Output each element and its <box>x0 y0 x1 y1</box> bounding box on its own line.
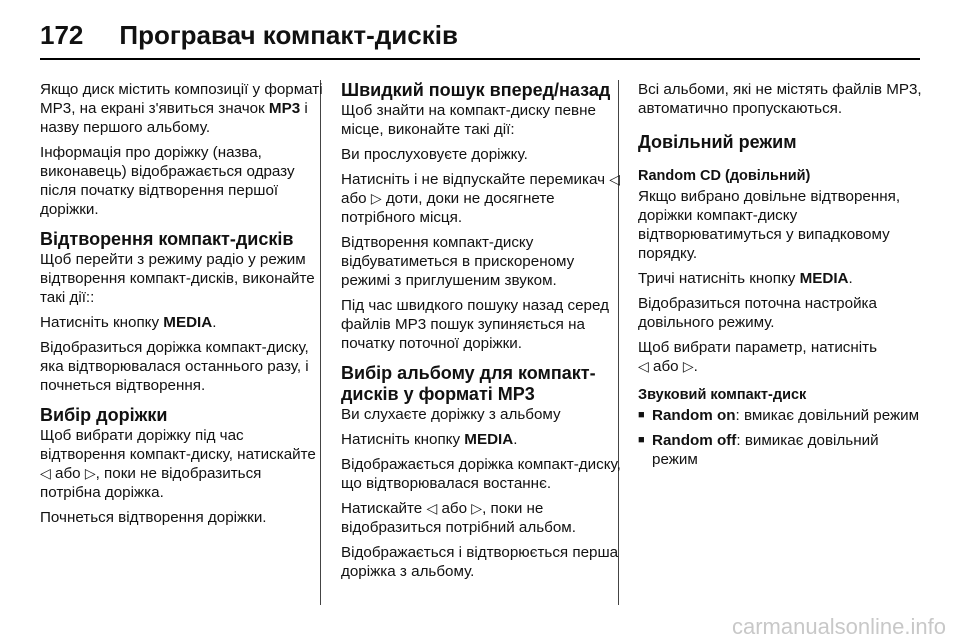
paragraph: Під час швидкого пошуку назад серед файлів MP3 пошук зупиняється на початку поточної доріжки. <box>341 297 609 352</box>
right-arrow-icon: ▷ <box>682 358 694 374</box>
paragraph: Якщо диск містить композиції у форматі MP3, на екрані з'явиться значок MP3 і назву першого альбому. <box>40 81 323 136</box>
heading-audio-cd: Звуковий компакт-диск <box>638 387 807 403</box>
list-item: ■ Random on: вмикає довільний режим <box>638 406 923 425</box>
paragraph: Відобразиться поточна настройка довільного режиму. <box>638 295 877 331</box>
column-1 <box>40 80 325 533</box>
heading-random-cd: Random CD (довільний) <box>638 168 811 184</box>
heading-fast-search: Швидкий пошук вперед/назад <box>341 80 611 100</box>
paragraph: Відобразиться доріжка компакт-диску, яка відтворювалася останнього разу, і почнеться відтворення. <box>40 339 309 394</box>
column-2 <box>341 80 626 587</box>
right-arrow-icon: ▷ <box>370 190 382 206</box>
paragraph: Почнеться відтворення доріжки. <box>40 509 267 526</box>
paragraph: Інформація про доріжку (назва, виконавець) відображається одразу після початку відтворення першої доріжки. <box>40 144 295 218</box>
heading-random-mode: Довільний режим <box>638 132 797 152</box>
paragraph: Щоб вибрати параметр, натисніть ◁ або ▷. <box>638 339 878 375</box>
left-arrow-icon: ◁ <box>426 500 438 516</box>
option-list <box>638 406 923 469</box>
paragraph: Відображається доріжка компакт-диску, що відтворювалася востаннє. <box>341 456 621 492</box>
paragraph: Ви прослуховуєте доріжку. <box>341 146 528 163</box>
right-arrow-icon: ▷ <box>471 500 483 516</box>
paragraph: Всі альбоми, які не містять файлів MP3, автоматично пропускаються. <box>638 81 922 117</box>
right-arrow-icon: ▷ <box>84 465 96 481</box>
paragraph: Ви слухаєте доріжку з альбому <box>341 406 561 423</box>
paragraph: Натисніть кнопку MEDIA. <box>40 314 217 331</box>
paragraph: Відображається і відтворюється перша доріжка з альбому. <box>341 544 619 580</box>
paragraph: Натисніть і не відпускайте перемикач ◁ або ▷ доти, доки не досягнете потрібного місця. <box>341 171 621 226</box>
page-header <box>40 12 920 58</box>
heading-track-select: Вибір доріжки <box>40 405 168 425</box>
paragraph: Щоб знайти на компакт-диску певне місце, виконайте такі дії: <box>341 102 596 138</box>
heading-album-select: Вибір альбому для компакт-дисків у форматі MP3 <box>341 363 596 404</box>
paragraph: Натисніть кнопку MEDIA. <box>341 431 518 448</box>
page-title: Програвач компакт-дисків <box>119 19 458 50</box>
paragraph: Щоб перейти з режиму радіо у режим відтворення компакт-дисків, виконайте такі дії:: <box>40 251 315 306</box>
paragraph: Відтворення компакт-диску відбуватиметься в прискореному режимі з приглушеним звуком. <box>341 234 575 289</box>
paragraph: Якщо вибрано довільне відтворення, доріжки компакт-диску відтворюватимуться у випадковому порядку. <box>638 188 901 262</box>
left-arrow-icon: ◁ <box>638 358 649 374</box>
watermark: carmanualsonline.info <box>731 614 946 639</box>
column-3 <box>638 80 923 475</box>
list-item: ■ Random off: вимикає довільний режим <box>638 431 923 469</box>
header-rule <box>40 58 920 60</box>
paragraph: Тричі натисніть кнопку MEDIA. <box>638 270 853 287</box>
page-number: 172 <box>40 19 84 50</box>
left-arrow-icon: ◁ <box>609 171 621 187</box>
left-arrow-icon: ◁ <box>40 465 51 481</box>
heading-cd-playback: Відтворення компакт-дисків <box>40 229 294 249</box>
paragraph: Щоб вибрати доріжку під час відтворення компакт-диску, натискайте ◁ або ▷, поки не відобразиться потрібна доріжка. <box>40 427 316 501</box>
paragraph: Натискайте ◁ або ▷, поки не відобразиться потрібний альбом. <box>341 500 576 536</box>
